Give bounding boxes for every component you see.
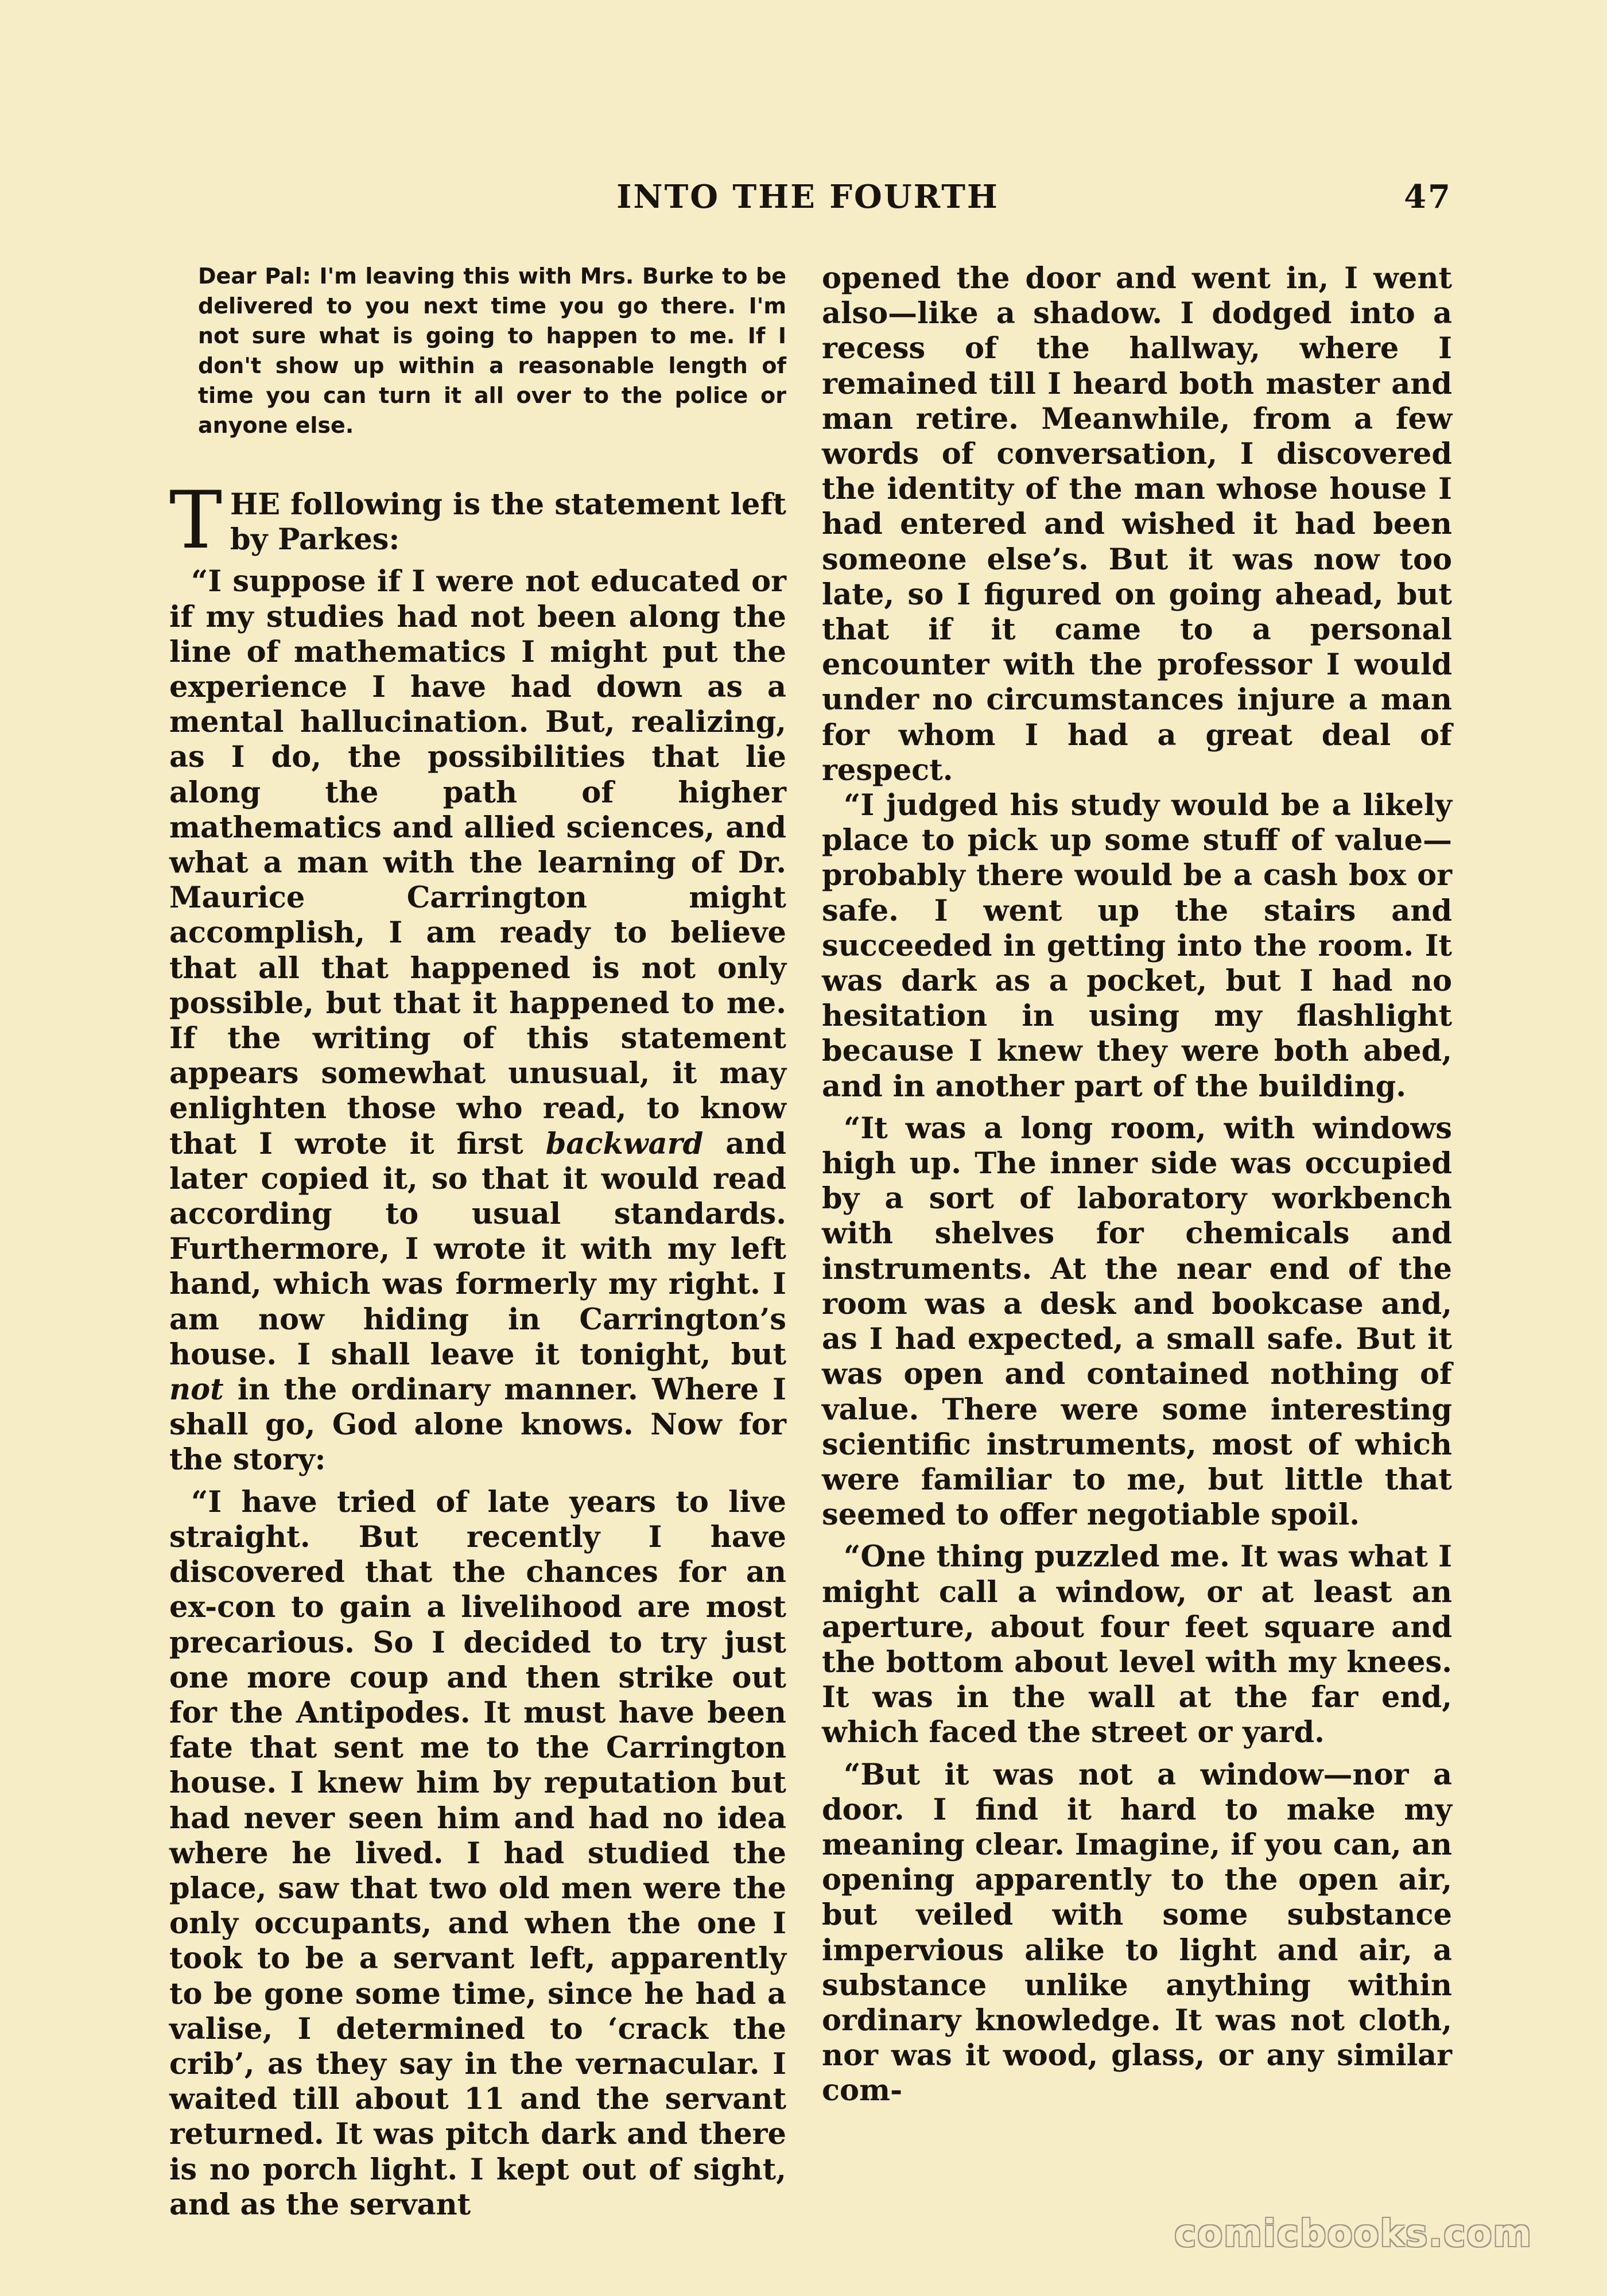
page-number: 47 (1404, 178, 1452, 216)
statement-paragraph-2: “I have tried of late years to live straight. But recently I have discovered that the chances for an ex-con to gain a livelihood are most precarious. So I decided to try just one more coup and then strike out for the Antipodes. It must have been fate that sent me to the Carrington house. I knew him by reputation but had never seen him and had no idea where he lived. I had studied the place, saw that two old men were the only occupants, and when the one I took to be a servant left, apparently to be gone some time, since he had a valise, I determined to ‘crack the crib’, as they say in the vernacular. I waited till about 11 and the servant returned. It was pitch dark and there is no porch light. I kept out of sight, and as the servant (169, 1484, 786, 2222)
drop-cap: T (169, 474, 223, 567)
statement-paragraph-6: “But it was not a window—nor a door. I find it hard to make my meaning clear. Imagine, if you can, an opening apparently to the open air, but veiled with some substance impervious alike to light and air, a substance unlike anything within ordinary knowledge. It was not cloth, nor was it wood, glass, or any similar com- (822, 1757, 1452, 2108)
left-column (169, 261, 786, 2229)
intro-text: HE following is the statement left by Parkes: (230, 487, 786, 557)
running-header (164, 168, 1452, 223)
statement-paragraph-4: “It was a long room, with windows high up. The inner side was occupied by a sort of laboratory workbench with shelves for chemicals and instruments. At the near end of the room was a desk and bookcase and, as I had expected, a small safe. But it was open and contained nothing of value. There were some interesting scientific instruments, most of which were familiar to me, but little that seemed to offer negotiable spoil. (822, 1111, 1452, 1533)
paragraph-text: and later copied it, so that it would read according to usual standards. Furthermore, I wrote it with my left hand, which was formerly my right. I am now hiding in Carrington’s house. I shall leave it tonight, but (169, 1126, 786, 1372)
paragraph-text: “I suppose if I were not educated or if my studies had not been along the line of mathematics I might put the experience I have had down as a mental hallucination. But, realizing, as I do, the possibilities that lie along the path of higher mathematics and allied sciences, and what a man with the learning of Dr. Maurice Carrington might accomplish, I am ready to believe that all that happened is not only possible, but that it happened to me. If the writing of this statement appears somewhat unusual, it may enlighten those who read, to know that I wrote it first (169, 564, 786, 1161)
statement-paragraph-1 (169, 564, 786, 1477)
right-column (822, 261, 1452, 2116)
statement-paragraph-5: “One thing puzzled me. It was what I might call a window, or at least an aperture, about four feet square and the bottom about level with my knees. It was in the wall at the far end, which faced the street or yard. (822, 1539, 1452, 1750)
statement-paragraph-3: “I judged his study would be a likely place to pick up some stuff of value—probably there would be a cash box or safe. I went up the stairs and succeeded in getting into the room. It was dark as a pocket, but I had no hesitation in using my flashlight because I knew they were both abed, and in another part of the building. (822, 788, 1452, 1104)
watermark: comicbooks.com (1174, 2213, 1532, 2255)
italic-word: not (169, 1372, 224, 1407)
continued-paragraph: opened the door and went in, I went also—like a shadow. I dodged into a recess of the hallway, where I remained till I heard both master and man retire. Meanwhile, from a few words of conversation, I discovered the identity of the man whose house I had entered and wished it had been someone else’s. But it was now too late, so I figured on going ahead, but that if it came to a personal encounter with the professor I would under no circumstances injure a man for whom I had a great deal of respect. (822, 261, 1452, 788)
paragraph-text: in the ordinary manner. Where I shall go, God alone knows. Now for the story: (169, 1372, 786, 1477)
intro-paragraph (169, 474, 786, 567)
running-title: INTO THE FOURTH (616, 178, 999, 216)
italic-word: backward (545, 1126, 704, 1161)
letter-note: Dear Pal: I'm leaving this with Mrs. Burke to be delivered to you next time you go there. I'm not sure what is going to happen to me. If I don't show up within a reasonable length of time you can turn it all over to the police or anyone else. (198, 263, 786, 438)
